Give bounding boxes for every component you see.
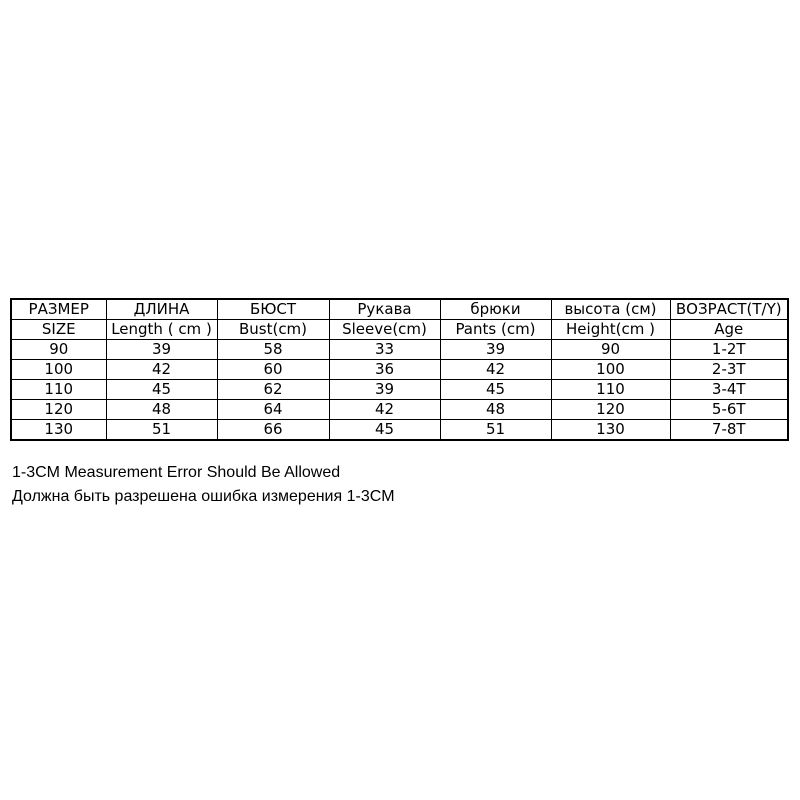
table-cell: 120 [11,400,106,420]
table-cell: 5-6T [670,400,788,420]
table-cell: 36 [329,360,440,380]
table-cell: 100 [551,360,670,380]
table-cell: 39 [329,380,440,400]
header-cell: Рукава [329,299,440,320]
table-cell: 51 [106,420,217,441]
header-cell: Pants (cm) [440,320,551,340]
table-cell: 1-2T [670,340,788,360]
table-cell: 62 [217,380,329,400]
table-cell: 45 [106,380,217,400]
table-cell: 100 [11,360,106,380]
header-cell: ДЛИНА [106,299,217,320]
table-cell: 90 [11,340,106,360]
header-cell: Age [670,320,788,340]
header-cell: БЮСТ [217,299,329,320]
table-cell: 110 [551,380,670,400]
header-cell: Sleeve(cm) [329,320,440,340]
table-cell: 51 [440,420,551,441]
table-cell: 45 [329,420,440,441]
size-chart-table [10,298,789,441]
table-cell: 48 [106,400,217,420]
table-cell: 39 [106,340,217,360]
table-row [11,360,788,380]
table-cell: 42 [440,360,551,380]
table-cell: 7-8T [670,420,788,441]
table-cell: 42 [329,400,440,420]
table-cell: 64 [217,400,329,420]
table-row [11,340,788,360]
table-row [11,400,788,420]
table-cell: 3-4T [670,380,788,400]
table-cell: 130 [551,420,670,441]
header-cell: Length ( cm ) [106,320,217,340]
table-cell: 48 [440,400,551,420]
header-cell: высота (см) [551,299,670,320]
table-cell: 110 [11,380,106,400]
header-cell: брюки [440,299,551,320]
header-cell: ВОЗРАСТ(T/Y) [670,299,788,320]
table-cell: 130 [11,420,106,441]
table-cell: 90 [551,340,670,360]
header-row-ru [11,299,788,320]
header-cell: РАЗМЕР [11,299,106,320]
header-cell: Height(cm ) [551,320,670,340]
measurement-error-note-ru: Должна быть разрешена ошибка измерения 1-3CM [12,488,395,505]
table-cell: 39 [440,340,551,360]
table-cell: 60 [217,360,329,380]
table-cell: 66 [217,420,329,441]
header-row-en [11,320,788,340]
table-cell: 45 [440,380,551,400]
table-cell: 33 [329,340,440,360]
table-cell: 58 [217,340,329,360]
table-cell: 120 [551,400,670,420]
header-cell: Bust(cm) [217,320,329,340]
table-cell: 42 [106,360,217,380]
measurement-error-note-en: 1-3CM Measurement Error Should Be Allowed [12,464,341,481]
table-row [11,420,788,441]
table-row [11,380,788,400]
header-cell: SIZE [11,320,106,340]
table-cell: 2-3T [670,360,788,380]
